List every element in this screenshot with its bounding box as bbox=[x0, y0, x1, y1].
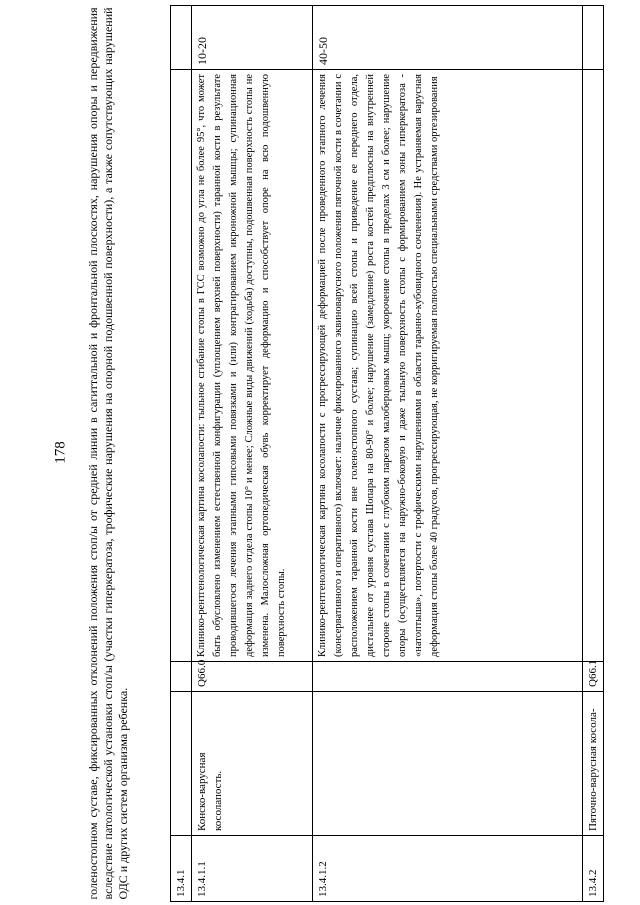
row-percent-range bbox=[583, 5, 604, 69]
criteria-table bbox=[84, 5, 604, 902]
row-diagnosis bbox=[313, 692, 583, 836]
intro-row bbox=[84, 5, 171, 901]
row-description bbox=[171, 70, 192, 662]
row-code: 13.4.2 bbox=[583, 836, 604, 902]
row-icd-code bbox=[171, 662, 192, 692]
table-row bbox=[171, 5, 192, 901]
row-percent-range bbox=[171, 5, 192, 69]
row-icd-code: Q66.0 bbox=[192, 662, 313, 692]
row-description bbox=[583, 70, 604, 662]
row-diagnosis bbox=[171, 692, 192, 836]
row-percent-range: 10-20 bbox=[192, 5, 313, 69]
row-icd-code: Q66.1 bbox=[583, 662, 604, 692]
row-description: Клинико-рентгенологическая картина косолапости с прогрессирующей деформацией после проведенного этапного лечения (консервативного и оперативного) включает: наличие фиксированного эквиноварусного положения пяточной кости в сочетании с расположением таранной кости вне голеностопного сустава; супинацию всей стопы и приведение ее переднего отдела, дистальнее от уровня сустава Шопара на 80-90° и более; нарушение (замедление) роста костей предплюсны на внутренней стороне стопы в сочетании с глубоким парезом малоберцовых мышц; укорочение стопы в пределах 3 см и более; нарушение опоры (осуществляется на наружно-боковую и даже тыльную поверхность стопы с формированием зоны гиперкератоза - «натоптыша», потертости с трофическими нарушениями в области таранно-кубовидного сочленения). Не устраняемая варусная деформация стопы более 40 градусов, прогрессирующая, не корригируемая полностью специальными средствами ортезирования bbox=[313, 70, 583, 662]
row-code: 13.4.1 bbox=[171, 836, 192, 902]
row-diagnosis: Пяточно-варусная косола- bbox=[583, 692, 604, 836]
row-percent-range: 40-50 bbox=[313, 5, 583, 69]
row-icd-code bbox=[313, 662, 583, 692]
table-row bbox=[192, 5, 313, 901]
intro-text: голеностопном суставе, фиксированных отклонений положения стоп/ы от средней линии в сагиттальной и фронтальной плоскостях, нарушения опоры и передвижения вследствие патологической установки стоп/ы (участки гиперкератоза, трофические нарушения на опорной подошвенной поверхности), а также сопутствующих нарушений ОДС и других систем организма ребенка. bbox=[84, 5, 171, 901]
row-code: 13.4.1.1 bbox=[192, 836, 313, 902]
table-row bbox=[583, 5, 604, 901]
row-description: Клинико-рентгенологическая картина косолапости: тыльное сгибание стопы в ГСС возможно до угла не более 95°, что может быть обусловлено изменением естественной конфигурации (уплощением верхней поверхности) таранной кости в результате проводившегося лечения этапными гипсовыми повязками и (или) контрагированием икроножной мышцы; супинационная деформация заднего отдела стопы 10° и менее; Сложные виды движений (ходьба) доступны, подошвенная поверхность стопы не изменена. Малосложная ортопедическая обувь корректирует деформацию и способствует опоре на всю подошвенную поверхность стопы. bbox=[192, 70, 313, 662]
table-row bbox=[313, 5, 583, 901]
row-diagnosis: Конско-варусная косолапость. bbox=[192, 692, 313, 836]
row-code: 13.4.1.2 bbox=[313, 836, 583, 902]
page-number: 178 bbox=[52, 441, 69, 464]
rotated-table-page bbox=[84, 6, 640, 902]
